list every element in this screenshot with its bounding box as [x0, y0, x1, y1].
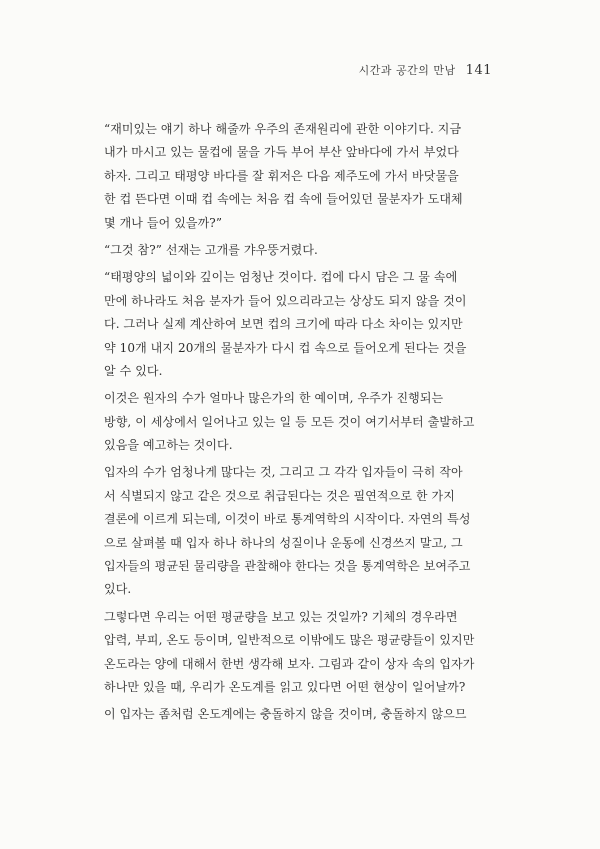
text-line: 온도라는 양에 대해서 한번 생각해 보자. 그림과 같이 상자 속의 입자가 [104, 656, 475, 671]
text-line: “태평양의 넓이와 깊이는 엄청난 것이다. 컵에 다시 담은 그 물 속에 [104, 270, 458, 285]
text-line: 내가 마시고 있는 물컵에 물을 가득 부어 부산 앞바다에 가서 부었다 [104, 145, 459, 160]
text-line: 있다. [104, 582, 132, 597]
running-title: 시간과 공간의 만남 [358, 64, 456, 77]
text-line: 방향, 이 세상에서 일어나고 있는 일 등 모든 것이 여기서부터 출발하고 [104, 414, 475, 429]
text-line: 이 입자는 좀처럼 온도계에는 충돌하지 않을 것이며, 충돌하지 않으므 [104, 707, 467, 722]
text-line: “재미있는 얘기 하나 해줄까 우주의 존재원리에 관한 이야기다. 지금 [104, 122, 462, 136]
text-line: 하나만 있을 때, 우리가 온도계를 읽고 있다면 어떤 현상이 일어날까? [104, 679, 466, 694]
text-line: 으로 살펴볼 때 입자 하나 하나의 성질이나 운동에 신경쓰지 말고, 그 [104, 535, 463, 550]
text-line: 알 수 있다. [104, 363, 163, 378]
paragraph [104, 266, 498, 383]
text-line: 입자의 수가 엄청나게 많다는 것, 그리고 그 각각 입자들이 극히 작아 [104, 465, 463, 480]
text-line: “그것 참?” 선재는 고개를 갸우뚱거렸다. [104, 242, 318, 257]
text-line: 몇 개나 들어 있을까?” [104, 215, 223, 230]
text-line: 결론에 이르게 되는데, 이것이 바로 통계역학의 시작이다. 자연의 특성 [104, 512, 471, 527]
body-text [104, 118, 498, 727]
paragraph [104, 118, 498, 235]
page-number: 141 [465, 63, 492, 78]
text-line: 서 식별되지 않고 같은 것으로 취급된다는 것은 필연적으로 한 가지 [104, 488, 455, 503]
text-line: 만에 하나라도 처음 분자가 들어 있으리라고는 상상도 되지 않을 것이 [104, 293, 467, 308]
text-line: 하자. 그리고 태평양 바다를 잘 휘저은 다음 제주도에 가서 바닷물을 [104, 168, 459, 183]
paragraph [104, 703, 498, 726]
paragraph [104, 461, 498, 601]
running-header [359, 62, 492, 78]
text-line: 그렇다면 우리는 어떤 평균량을 보고 있는 것일까? 기체의 경우라면 [104, 609, 458, 624]
text-line: 한 컵 뜬다면 이때 컵 속에는 처음 컵 속에 들어있던 물분자가 도대체 [104, 192, 463, 207]
text-line: 입자들의 평균된 물리량을 관찰해야 한다는 것을 통계역학은 보여주고 [104, 559, 471, 574]
text-line: 이것은 원자의 수가 얼마나 많은가의 한 예이며, 우주가 진행되는 [104, 391, 444, 406]
text-line: 약 10개 내지 20개의 물분자가 다시 컵 속으로 들어오게 된다는 것을 [104, 340, 467, 355]
paragraph [104, 606, 498, 700]
text-line: 있음을 예고하는 것이다. [104, 438, 233, 453]
paragraph [104, 387, 498, 457]
text-line: 다. 그러나 실제 계산하여 보면 컵의 크기에 따라 다소 차이는 있지만 [104, 317, 463, 332]
text-line: 압력, 부피, 온도 등이며, 일반적으로 이밖에도 많은 평균량들이 있지만 [104, 633, 475, 648]
paragraph [104, 239, 498, 262]
